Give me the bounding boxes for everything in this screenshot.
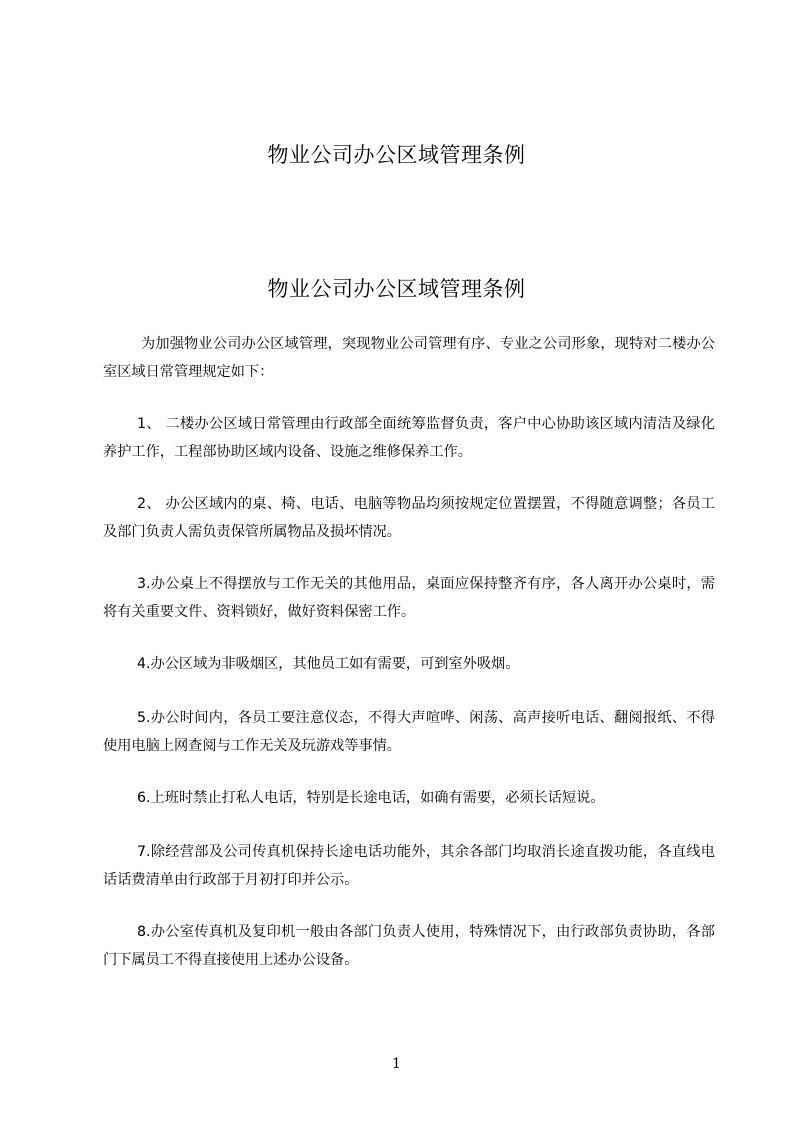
header-title: 物业公司办公区域管理条例 (267, 143, 526, 167)
intro-paragraph: 为加强物业公司办公区域管理，突现物业公司管理有序、专业之公司形象，现特对二楼办公室区域日常管理规定如下： (103, 336, 715, 380)
clause-7: 7.除经营部及公司传真机保持长途电话功能外，其余各部门均取消长途直拨功能，各直线电话话费清单由行政部于月初打印并公示。 (103, 844, 715, 888)
clause-5: 5.办公时间内，各员工要注意仪态，不得大声喧哗、闲荡、高声接听电话、翻阅报纸、不得使用电脑上网查阅与工作无关及玩游戏等事情。 (103, 710, 715, 754)
clause-8: 8.办公室传真机及复印机一般由各部门负责人使用，特殊情况下，由行政部负责协助，各部门下属员工不得直接使用上述办公设备。 (103, 924, 715, 968)
clause-4: 4.办公区域为非吸烟区，其他员工如有需要，可到室外吸烟。 (137, 656, 520, 672)
clause-6: 6.上班时禁止打私人电话，特别是长途电话，如确有需要，必须长话短说。 (137, 790, 605, 806)
clause-1: 1、 二楼办公区域日常管理由行政部全面统筹监督负责，客户中心协助该区域内清洁及绿化养护工作，工程部协助区域内设备、设施之维修保养工作。 (103, 416, 715, 460)
clause-2: 2、 办公区域内的桌、椅、电话、电脑等物品均须按规定位置摆置，不得随意调整；各员工及部门负责人需负责保管所属物品及损坏情况。 (103, 496, 715, 540)
page-number: 1 (392, 1056, 401, 1072)
clause-3: 3.办公桌上不得摆放与工作无关的其他用品，桌面应保持整齐有序，各人离开办公桌时，需将有关重要文件、资料锁好，做好资料保密工作。 (103, 576, 715, 620)
main-title: 物业公司办公区域管理条例 (267, 277, 526, 301)
